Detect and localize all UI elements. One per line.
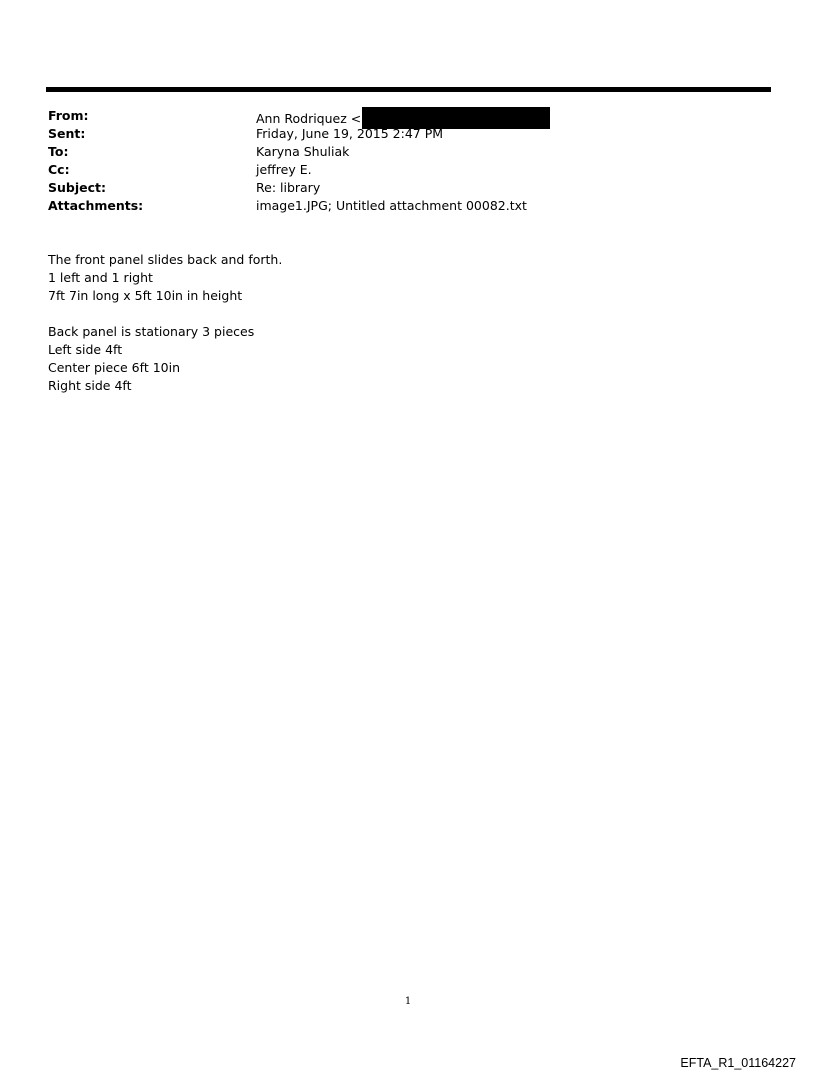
email-body xyxy=(48,251,748,413)
body-line: Back panel is stationary 3 pieces xyxy=(48,324,255,339)
to-value: Karyna Shuliak xyxy=(256,144,350,159)
body-line: The front panel slides back and forth. xyxy=(48,252,283,267)
subject-value: Re: library xyxy=(256,180,321,195)
attachments-value: image1.JPG; Untitled attachment 00082.txt xyxy=(256,198,527,213)
body-line: Center piece 6ft 10in xyxy=(48,360,180,375)
cc-value: jeffrey E. xyxy=(256,162,312,177)
to-row xyxy=(48,143,748,161)
from-row xyxy=(48,107,748,125)
attachments-label: Attachments: xyxy=(48,198,144,213)
body-line: 1 left and 1 right xyxy=(48,270,153,285)
cc-row xyxy=(48,161,748,179)
page-number: 1 xyxy=(404,996,412,1007)
body-paragraph xyxy=(48,251,748,305)
body-paragraph xyxy=(48,323,748,395)
bates-number: EFTA_R1_01164227 xyxy=(680,1056,796,1070)
sent-label: Sent: xyxy=(48,126,86,141)
sent-row xyxy=(48,125,748,143)
sent-value: Friday, June 19, 2015 2:47 PM xyxy=(256,126,444,141)
to-label: To: xyxy=(48,144,69,159)
body-line: Right side 4ft xyxy=(48,378,132,393)
from-label: From: xyxy=(48,108,89,123)
body-line: Left side 4ft xyxy=(48,342,123,357)
header-divider xyxy=(46,87,771,92)
body-line: 7ft 7in long x 5ft 10in in height xyxy=(48,288,243,303)
subject-label: Subject: xyxy=(48,180,106,195)
subject-row xyxy=(48,179,748,197)
email-header xyxy=(48,107,748,215)
cc-label: Cc: xyxy=(48,162,70,177)
attachments-row xyxy=(48,197,748,215)
from-name: Ann Rodriquez < xyxy=(256,111,362,126)
